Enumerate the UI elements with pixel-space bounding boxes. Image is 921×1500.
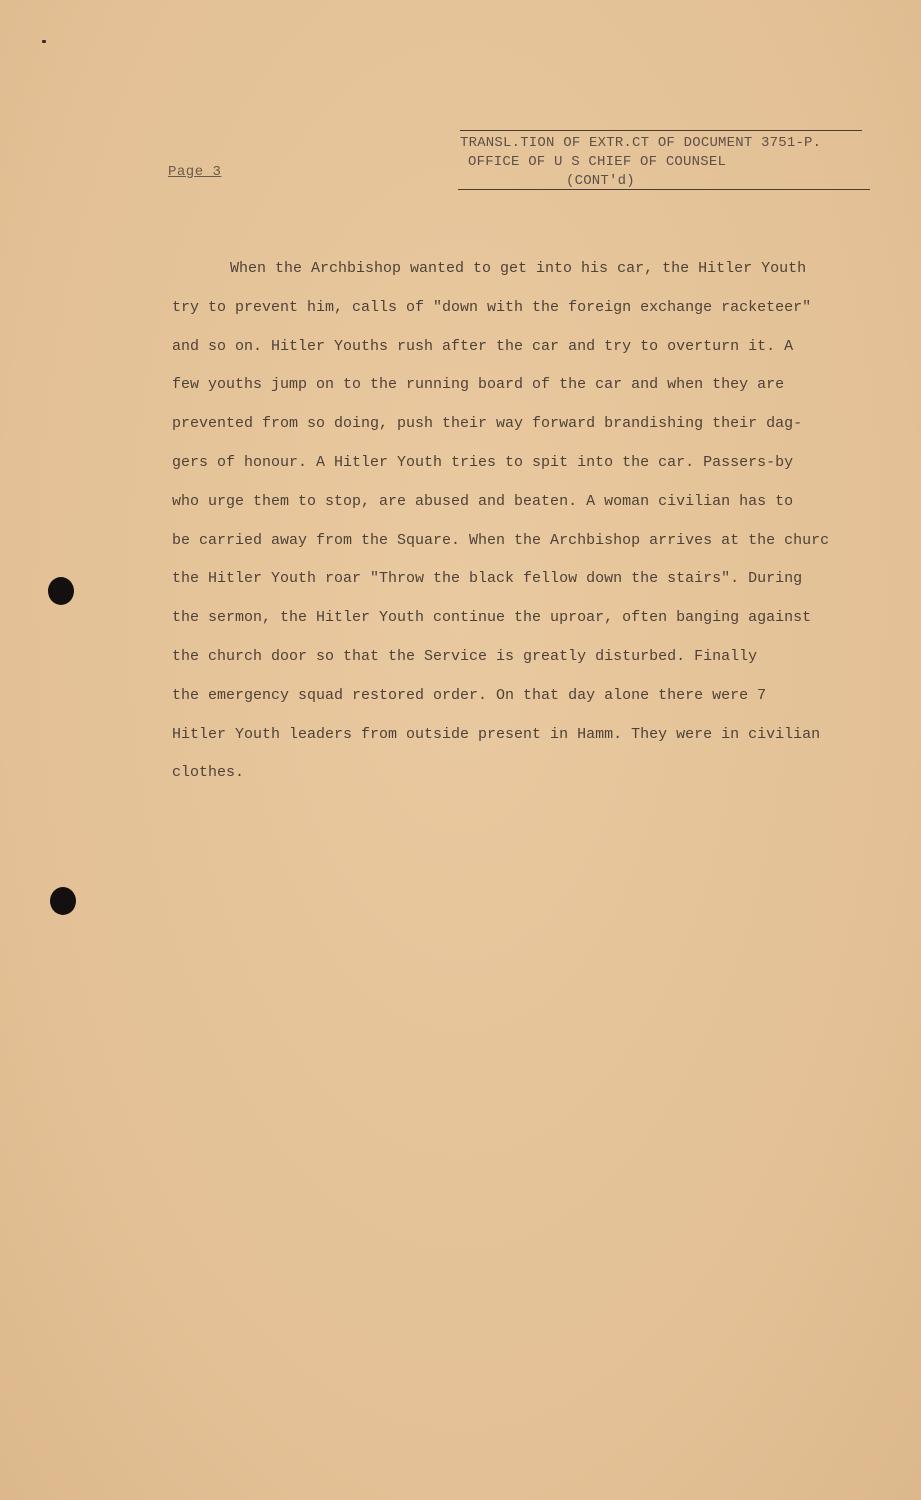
body-line: gers of honour. A Hitler Youth tries to spit into the car. Passers-by bbox=[172, 453, 794, 471]
body-line: When the Archbishop wanted to get into his car, the Hitler Youth bbox=[230, 260, 807, 277]
body-text bbox=[172, 250, 872, 793]
page-number: Page 3 bbox=[168, 164, 222, 180]
header-rule-bottom bbox=[458, 189, 870, 190]
body-line: be carried away from the Square. When the Archbishop arrives at the churc bbox=[172, 531, 830, 549]
header-office: OFFICE OF U S CHIEF OF COUNSEL bbox=[468, 154, 727, 170]
body-line: who urge them to stop, are abused and beaten. A woman civilian has to bbox=[172, 492, 794, 510]
punch-hole bbox=[50, 887, 76, 915]
body-line: try to prevent him, calls of "down with the foreign exchange racketeer" bbox=[172, 298, 812, 316]
ink-speck bbox=[42, 40, 46, 43]
punch-hole bbox=[48, 577, 74, 605]
header-rule-top bbox=[460, 130, 862, 131]
body-line: and so on. Hitler Youths rush after the car and try to overturn it. A bbox=[172, 337, 794, 355]
body-line: the emergency squad restored order. On that day alone there were 7 bbox=[172, 686, 767, 704]
body-line: prevented from so doing, push their way forward brandishing their dag- bbox=[172, 415, 803, 433]
header-title: TRANSL.TION OF EXTR.CT OF DOCUMENT 3751-P. bbox=[460, 135, 822, 151]
body-line: Hitler Youth leaders from outside present in Hamm. They were in civilian bbox=[172, 725, 821, 743]
body-line: clothes. bbox=[172, 764, 245, 782]
body-line: the church door so that the Service is greatly disturbed. Finally bbox=[172, 647, 758, 665]
body-line: the sermon, the Hitler Youth continue the uproar, often banging against bbox=[172, 609, 812, 627]
header-continued: (CONT'd) bbox=[566, 173, 635, 189]
body-line: the Hitler Youth roar "Throw the black fellow down the stairs". During bbox=[172, 570, 803, 588]
body-line: few youths jump on to the running board of the car and when they are bbox=[172, 376, 785, 394]
